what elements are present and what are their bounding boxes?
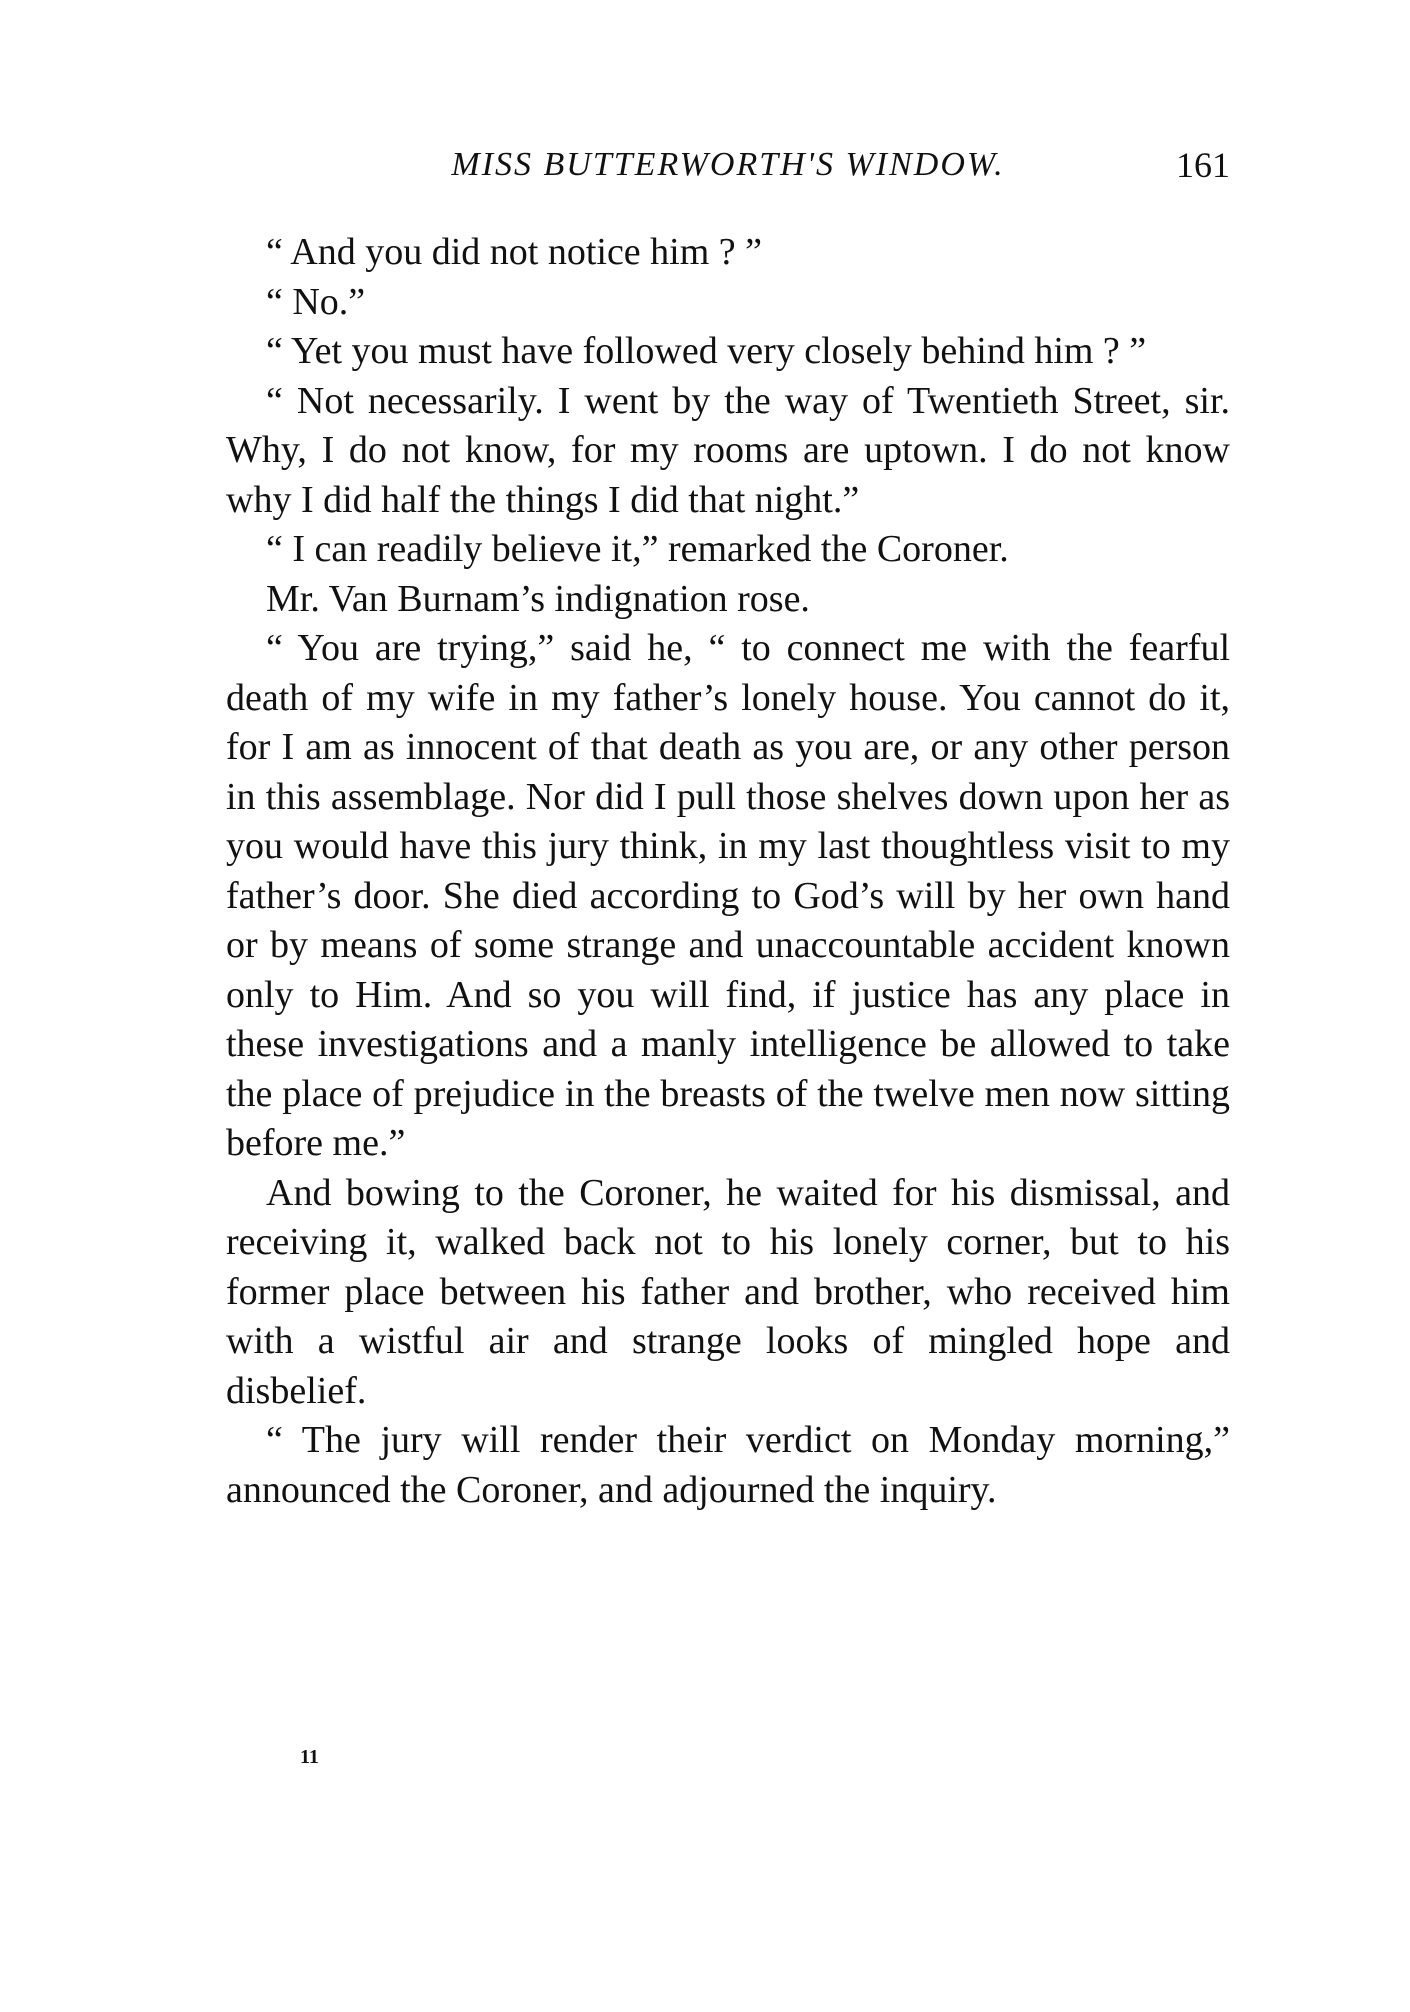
page-header bbox=[226, 140, 1230, 190]
signature-mark: 11 bbox=[300, 1746, 319, 1768]
paragraph: “ Yet you must have followed very closely behind him ? ” bbox=[266, 330, 1147, 372]
paragraph: “ The jury will render their verdict on Monday morning,” announced the Coroner, and adjourned the inquiry. bbox=[226, 1419, 1230, 1511]
paragraph: Mr. Van Burnam’s indignation rose. bbox=[266, 577, 810, 620]
paragraph: “ Not necessarily. I went by the way of Twentieth Street, sir. Why, I do not know, for my rooms are uptown. I do not know why I did half the things I did that night.” bbox=[226, 379, 1230, 521]
paragraph: “ I can readily believe it,” remarked the Coroner. bbox=[266, 528, 1009, 570]
page-number: 161 bbox=[1176, 145, 1230, 185]
paragraph: “ And you did not notice him ? ” bbox=[266, 231, 763, 273]
paragraph: “ No.” bbox=[266, 280, 366, 323]
paragraph: “ You are trying,” said he, “ to connect me with the fearful death of my wife in my father’s lonely house. You cannot do it, for I am as innocent of that death as you are, or any other person in this assemblage. Nor did I pull those shelves down upon her as you would have this jury think, in my last thoughtless visit to my father’s door. She died according to God’s will by her own hand or by means of some strange and unaccountable accident known only to Him. And so you will find, if justice has any place in these investigations and a manly intelligence be allowed to take the place of prejudice in the breasts of the twelve men now sitting before me.” bbox=[226, 627, 1230, 1164]
running-title: MISS BUTTERWORTH'S WINDOW. bbox=[451, 146, 1005, 183]
paragraph: And bowing to the Coroner, he waited for his dismissal, and receiving it, walked back not to his lonely corner, but to his former place between his father and brother, who received him with a wistful air and strange looks of mingled hope and disbelief. bbox=[226, 1171, 1230, 1412]
body-text bbox=[226, 228, 1230, 1515]
